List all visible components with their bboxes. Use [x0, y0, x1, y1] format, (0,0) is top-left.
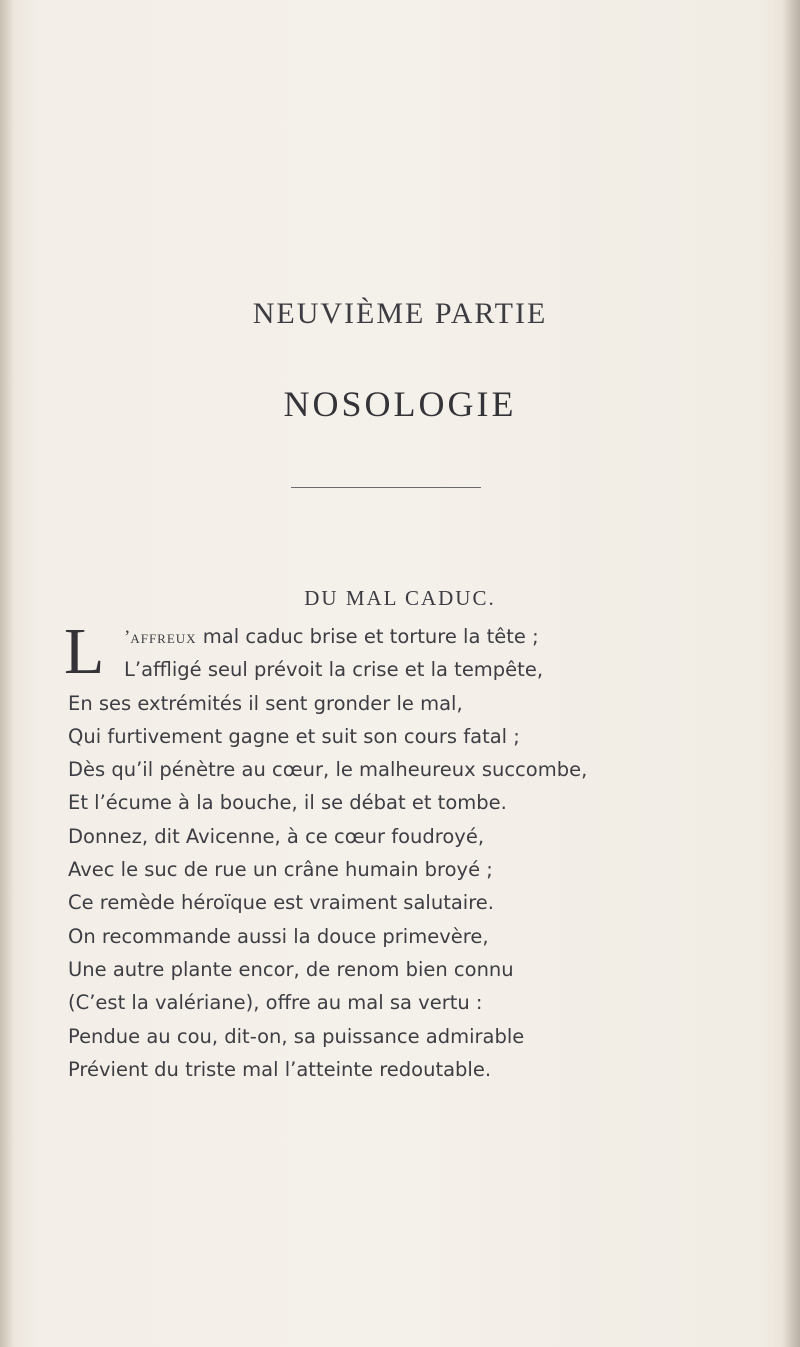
poem-line: Prévient du triste mal l’atteinte redoutable.: [68, 1057, 492, 1081]
drop-cap: L: [64, 615, 105, 688]
poem-line: Pendue au cou, dit-on, sa puissance admirable: [68, 1024, 525, 1048]
poem-line: (C’est la valériane), offre au mal sa vertu :: [68, 991, 483, 1015]
poem-title: DU MAL CADUC.: [304, 586, 496, 610]
poem-line: On recommande aussi la douce primevère,: [68, 924, 489, 948]
poem-line: Ce remède héroïque est vraiment salutaire.: [68, 891, 494, 915]
poem-line: Dès qu’il pénètre au cœur, le malheureux succombe,: [68, 758, 588, 782]
poem-body: [64, 615, 788, 1086]
first-line-text: mal caduc brise et torture la tête ;: [202, 625, 539, 648]
poem-line: [68, 620, 788, 653]
poem-line: Donnez, dit Avicenne, à ce cœur foudroyé,: [68, 824, 485, 848]
first-word-smallcaps: AFFREUX: [130, 631, 197, 646]
poem-line: L’affligé seul prévoit la crise et la tempête,: [124, 658, 544, 682]
apostrophe: ’: [124, 627, 131, 648]
poem-line: Une autre plante encor, de renom bien connu: [68, 957, 514, 981]
poem-line: Avec le suc de rue un crâne humain broyé ;: [68, 858, 493, 882]
section-heading: NOSOLOGIE: [283, 384, 517, 424]
part-heading: NEUVIÈME PARTIE: [252, 297, 548, 330]
horizontal-rule: [291, 487, 481, 488]
page-left-edge: [0, 0, 14, 1347]
poem-line: En ses extrémités il sent gronder le mal,: [68, 691, 463, 715]
poem-line: Qui furtivement gagne et suit son cours fatal ;: [68, 724, 520, 748]
poem-line: Et l’écume à la bouche, il se débat et tombe.: [68, 791, 507, 815]
